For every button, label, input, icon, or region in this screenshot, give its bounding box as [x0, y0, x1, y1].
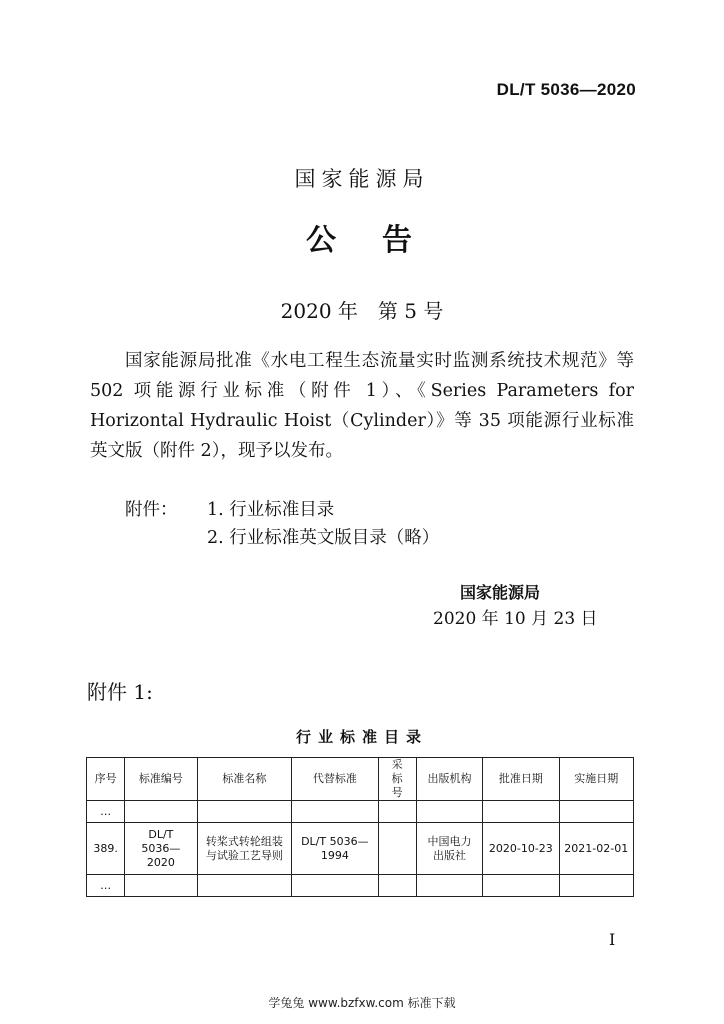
notice-title: 公告: [306, 223, 458, 258]
publisher-cell: 中国电力出版社: [416, 823, 482, 875]
column-header: 采标号: [378, 758, 416, 801]
column-header: 实施日期: [559, 758, 633, 801]
approved-cell: 2020-10-23: [483, 823, 559, 875]
attachment-item: 2. 行业标准英文版目录（略）: [207, 528, 440, 548]
standards-table: [86, 757, 634, 897]
effective-cell: 2021-02-01: [559, 823, 633, 875]
column-header: 出版机构: [416, 758, 482, 801]
standard-code: DL/T 5036—2020: [496, 80, 636, 99]
list-title: 行业标准目录: [295, 728, 428, 746]
signature-date: 2020 年 10 月 23 日: [433, 609, 598, 629]
ellipsis-cell: …: [87, 875, 125, 897]
ellipsis-cell: …: [87, 801, 125, 823]
name-cell: 转桨式转轮组装与试验工艺导则: [197, 823, 292, 875]
table-row: [87, 875, 634, 897]
column-header: 批准日期: [483, 758, 559, 801]
attachments-label: 附件：: [125, 500, 178, 520]
footer-watermark: 学兔兔 www.bzfxw.com 标准下载: [268, 996, 456, 1010]
attachment-item: 1. 行业标准目录: [207, 500, 335, 520]
agency-name: 国家能源局: [294, 167, 430, 191]
signature-org: 国家能源局: [460, 583, 541, 602]
adopted-cell: [378, 823, 416, 875]
notice-body: 国家能源局批准《水电工程生态流量实时监测系统技术规范》等 502 项能源行业标准（附件 1）、《Series Parameters for Horizontal Hydraulic Hoist（Cylinder）》等 35 项能源行业标准英文版（附件 2），现予以发布。: [90, 351, 634, 461]
appendix-heading: 附件 1:: [87, 680, 153, 704]
column-header: 标准名称: [197, 758, 292, 801]
column-header: 标准编号: [125, 758, 197, 801]
table-header-row: [87, 758, 634, 801]
page-number: I: [609, 930, 616, 949]
attachments-list: [125, 496, 439, 552]
replaces-cell: DL/T 5036—1994: [292, 823, 378, 875]
code-cell: DL/T 5036—2020: [125, 823, 197, 875]
table-row: [87, 801, 634, 823]
issue-number: 2020 年 第 5 号: [280, 299, 444, 323]
column-header: 代替标准: [292, 758, 378, 801]
seq-cell: 389.: [87, 823, 125, 875]
table-row: [87, 823, 634, 875]
column-header: 序号: [87, 758, 125, 801]
